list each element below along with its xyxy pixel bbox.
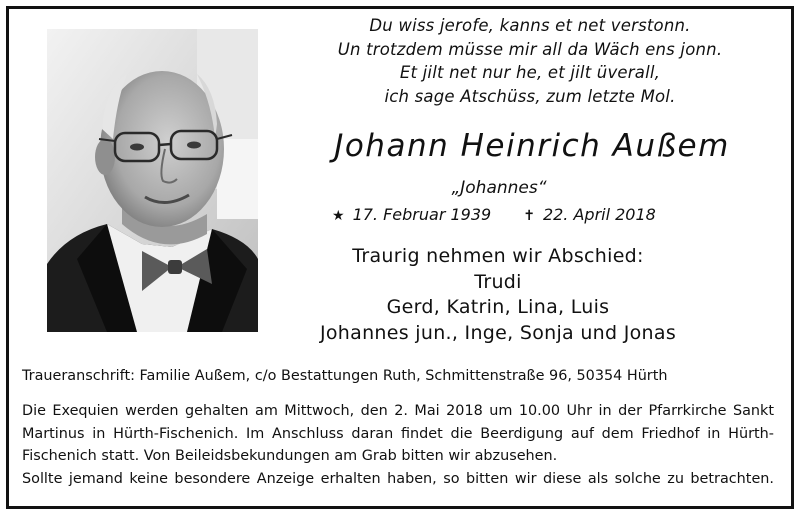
deceased-name: Johann Heinrich Außem xyxy=(334,128,730,164)
poem-line: Et jilt net nur he, et jilt üverall, xyxy=(399,63,661,82)
portrait-photo xyxy=(47,29,258,332)
funeral-line: Sollte jemand keine besondere Anzeige erhalten haben, so bitten wir diese als solche zu betrachten. xyxy=(22,470,774,487)
life-dates xyxy=(332,205,656,224)
funeral-line: Die Exequien werden gehalten am Mittwoch, den 2. Mai 2018 um 10.00 Uhr in der Pfarrkirche Sankt xyxy=(22,403,774,419)
death-date: 22. April 2018 xyxy=(542,205,656,224)
mourners-heading: Traurig nehmen wir Abschied: xyxy=(352,245,644,267)
poem-line: Du wiss jerofe, kanns et net verstonn. xyxy=(369,16,691,35)
mourners-line: Gerd, Katrin, Lina, Luis xyxy=(386,296,610,318)
poem xyxy=(300,14,760,108)
funeral-line: Martinus in Hürth-Fischenich. Im Anschluss daran findet die Beerdigung auf dem Friedhof in Hürth- xyxy=(22,425,774,442)
funeral-details xyxy=(22,400,774,490)
portrait-image xyxy=(47,29,258,332)
funeral-line: Fischenich statt. Von Beileidsbekundungen am Grab bitten wir abzusehen. xyxy=(22,448,558,464)
mourners-block xyxy=(300,244,696,346)
mourners-line: Trudi xyxy=(474,270,522,293)
birth-date: 17. Februar 1939 xyxy=(352,205,492,224)
mourners-line: Johannes jun., Inge, Sonja und Jonas xyxy=(319,321,677,344)
deceased-nickname: „Johannes“ xyxy=(451,178,547,198)
poem-line: ich sage Atschüss, zum letzte Mol. xyxy=(384,86,676,106)
mourning-address: Traueranschrift: Familie Außem, c/o Bestattungen Ruth, Schmittenstraße 96, 50354 Hürth xyxy=(22,368,668,384)
star-icon: ★ xyxy=(332,208,345,224)
poem-line: Un trotzdem müsse mir all da Wäch ens jonn. xyxy=(337,39,723,59)
cross-icon: ✝ xyxy=(523,208,535,224)
